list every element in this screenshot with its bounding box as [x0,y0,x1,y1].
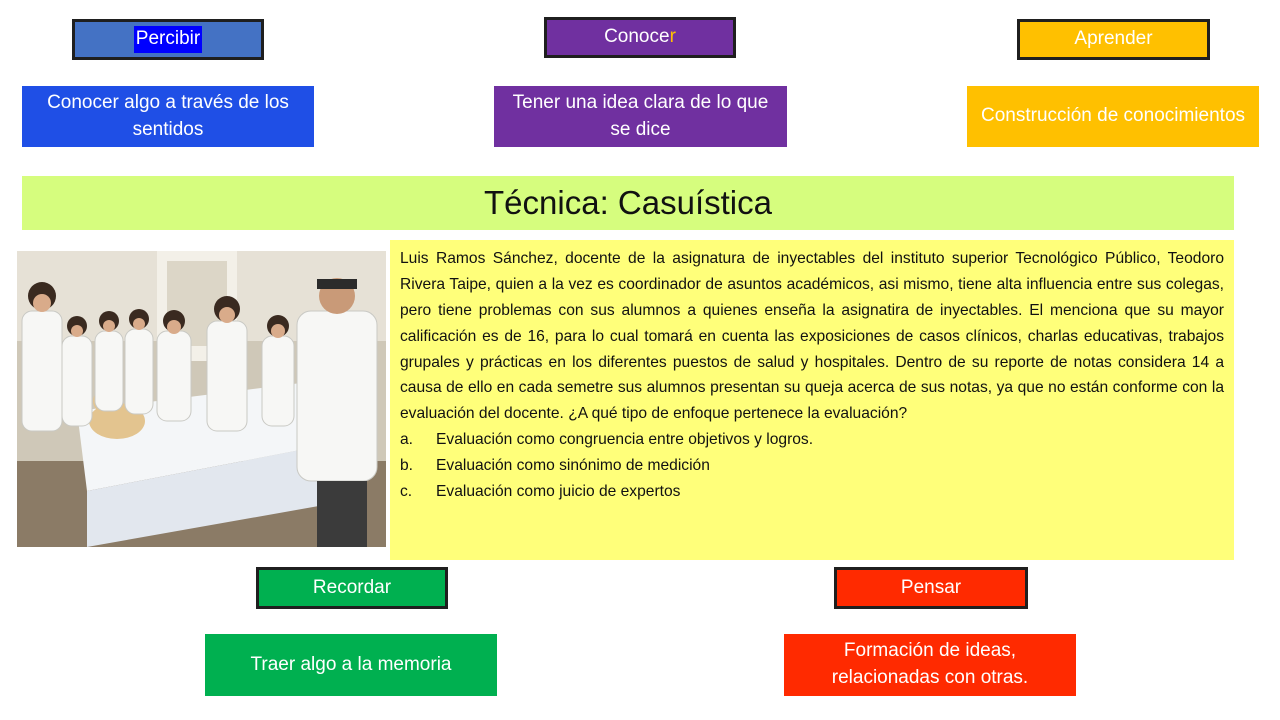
title-banner [22,176,1234,230]
percibir-description-text: Conocer algo a través de los sentidos [47,91,289,140]
option-text: Evaluación como juicio de expertos [436,482,681,500]
pensar-label [834,567,1028,609]
answer-option-a [400,427,1224,453]
classroom-photo-illustration [17,251,386,547]
case-study-panel [390,240,1234,560]
conocer-label-suffix: r [669,26,676,48]
classroom-photo [17,251,386,547]
case-study-text: Luis Ramos Sánchez, docente de la asignatura de inyectables del instituto superior Tecnológico Público, Teodoro Rivera Taipe, quien a la vez es coordinador de asuntos académicos, asi mismo, tiene alta influencia entre sus colegas, pero tiene problemas con sus alumnos a quienes enseña la asignatira de inyectables. El menciona que su mayor calificación es de 16, para lo cual tomará en cuenta las exposiciones de casos clínicos, charlas educativas, trabajos grupales y prácticas en los diferentes puestos de salud y hospitales. Dentro de su reporte de notas considera 14 a causa de ello en cada semetre sus alumnos presentan su queja acerca de sus notas, ya que no están conforme con la evaluación del docente. ¿A qué tipo de enfoque pertenece la evaluación? [400,250,1224,423]
option-text: Evaluación como congruencia entre objetivos y logros. [436,431,814,449]
percibir-label-text: Percibir [134,26,202,53]
conocer-label-text: Conoce [604,26,670,48]
option-text: Evaluación como sinónimo de medición [436,457,710,474]
recordar-description [205,634,497,696]
pensar-label-text: Pensar [900,576,962,598]
recordar-description-text: Traer algo a la memoria [250,653,452,675]
aprender-label [1017,19,1210,60]
option-letter: c. [400,482,413,500]
percibir-description [22,86,314,147]
conocer-description [494,86,787,147]
percibir-label [72,19,264,60]
answer-option-c [400,479,1224,505]
aprender-description [967,86,1259,147]
option-letter: a. [400,431,414,449]
option-letter: b. [400,457,414,474]
conocer-description-text: Tener una idea clara de lo que se dice [512,91,769,140]
answer-option-b [400,453,1224,479]
aprender-description-text: Construcción de conocimientos [980,105,1246,127]
recordar-label-text: Recordar [312,576,392,598]
answer-options [400,427,1224,505]
recordar-label [256,567,448,609]
page-title: Técnica: Casuística [484,184,772,221]
pensar-description-text: Formación de ideas, relacionadas con otras. [831,640,1029,688]
conocer-label [544,17,736,58]
pensar-description [784,634,1076,696]
aprender-label-text: Aprender [1074,28,1153,50]
